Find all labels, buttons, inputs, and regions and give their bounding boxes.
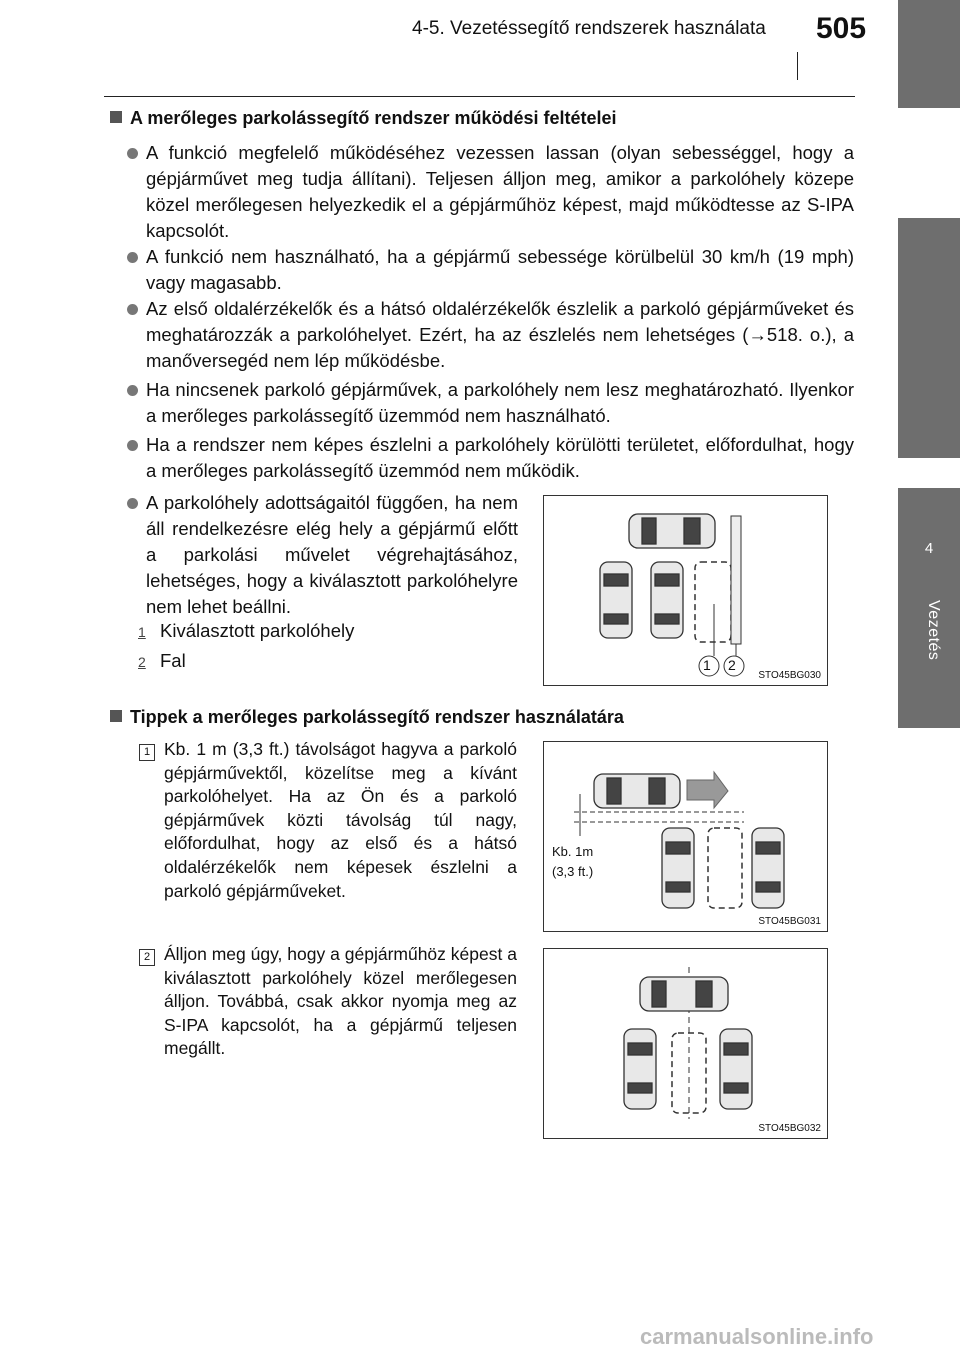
square-bullet-icon xyxy=(110,710,122,722)
bullet-text: Ha a rendszer nem képes észlelni a parkolóhely körülötti területet, előfordulhat, hogy a merőleges parkolássegítő üzemmód nem működik. xyxy=(146,434,854,481)
parking-figure-perpendicular xyxy=(543,948,828,1139)
running-header: 4-5. Vezetéssegítő rendszerek használata xyxy=(412,18,766,39)
bullet-text: A funkció nem használható, ha a gépjármű sebessége körülbelül 30 km/h (19 mph) vagy magasabb. xyxy=(146,246,854,293)
section-heading xyxy=(110,108,617,129)
page-number: 505 xyxy=(816,12,867,45)
list-item xyxy=(130,490,518,620)
bullet-dot-icon xyxy=(127,252,138,263)
legend-label: Kiválasztott parkolóhely xyxy=(160,620,355,641)
approach-diagram xyxy=(544,742,827,931)
square-bullet-icon xyxy=(110,111,122,123)
header-rule xyxy=(104,96,855,97)
side-tab-upper xyxy=(898,218,960,458)
parking-figure-wall xyxy=(543,495,828,686)
chapter-number: 4 xyxy=(924,540,934,557)
bullet-dot-icon xyxy=(127,440,138,451)
list-item xyxy=(130,140,854,244)
step-number-badge: 2 xyxy=(139,949,155,966)
figure-code: STO45BG032 xyxy=(758,1123,821,1134)
bullet-dot-icon xyxy=(127,148,138,159)
parking-figure-distance xyxy=(543,741,828,932)
section-heading-text: Tippek a merőleges parkolássegítő rendszer használatára xyxy=(130,707,624,727)
bullet-text: A funkció megfelelő működéséhez vezessen lassan (olyan sebességgel, hogy a gépjárművet meg tudja állítani). Teljesen álljon meg, amikor a parkolóhely közepe közel merőlegesen helyezkedik el a gépjárműhöz képest, majd működtesse az S-IPA kapcsolót. xyxy=(146,142,854,241)
tip-text: Kb. 1 m (3,3 ft.) távolságot hagyva a parkoló gépjárművektől, közelítse meg a kívánt parkolóhelyet. Ha az Ön és a parkoló gépjárművek közti távolság túl nagy, előfordulhat, hogy az első és a hátsó oldalérzékelők nem képesek észlelni a parkoló gépjárműveket. xyxy=(164,739,517,901)
list-item xyxy=(130,296,854,374)
bullet-dot-icon xyxy=(127,498,138,509)
legend-label: Fal xyxy=(160,650,186,671)
figure-code: STO45BG030 xyxy=(758,670,821,681)
list-item xyxy=(130,432,854,484)
side-tab-top xyxy=(898,0,960,108)
tip-text: Álljon meg úgy, hogy a gépjárműhöz képest a kiválasztott parkolóhely közel merőlegesen álljon. Továbbá, csak akkor nyomja meg az S-IPA kapcsolót, ha a gépjármű teljesen megállt. xyxy=(164,944,517,1059)
legend-item xyxy=(138,620,354,642)
section-heading xyxy=(110,707,624,728)
chapter-title: Vezetés xyxy=(925,600,942,661)
bullet-dot-icon xyxy=(127,304,138,315)
list-item xyxy=(130,244,854,296)
callout-2: 2 xyxy=(728,657,736,673)
watermark: carmanualsonline.info xyxy=(640,1324,874,1349)
bullet-text: Az első oldalérzékelők és a hátsó oldalérzékelők észlelik a parkoló gépjárműveket és meghatározzák a parkolóhelyet. Ezért, ha az észlelés nem lehetséges (→518. o.), a manőversegéd nem lép működésbe. xyxy=(146,298,854,371)
parking-diagram xyxy=(544,496,827,685)
list-item xyxy=(130,377,854,429)
distance-label-ft: (3,3 ft.) xyxy=(552,864,594,879)
bullet-dot-icon xyxy=(127,385,138,396)
section-heading-text: A merőleges parkolássegítő rendszer működési feltételei xyxy=(130,108,617,128)
distance-label: Kb. 1m xyxy=(552,844,594,859)
figure-code: STO45BG031 xyxy=(758,916,821,927)
legend-number: 2 xyxy=(138,654,146,670)
legend-number: 1 xyxy=(138,624,146,640)
legend-item xyxy=(138,650,186,672)
step-number-badge: 1 xyxy=(139,744,155,761)
bullet-text: A parkolóhely adottságaitól függően, ha nem áll rendelkezésre elég hely a gépjármű előtt a parkolási művelet végrehajtásához, lehetséges, hogy a kiválasztott parkolóhelyre nem lehet beállni. xyxy=(146,492,518,617)
header-divider xyxy=(797,52,798,80)
callout-1: 1 xyxy=(703,657,711,673)
stop-position-diagram xyxy=(544,949,827,1138)
bullet-text: Ha nincsenek parkoló gépjárművek, a parkolóhely nem lesz meghatározható. Ilyenkor a merőleges parkolássegítő üzemmód nem használható. xyxy=(146,379,854,426)
